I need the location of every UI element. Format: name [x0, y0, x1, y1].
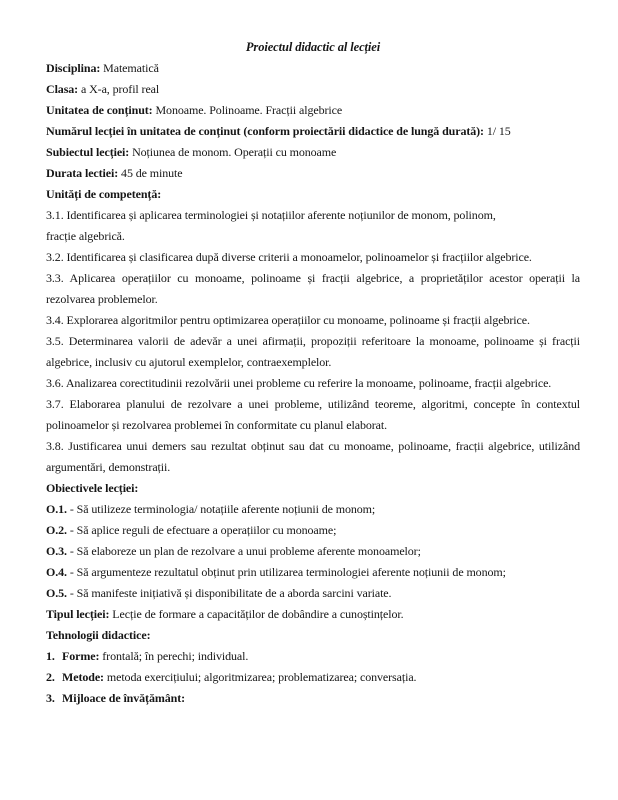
page-title: Proiectul didactic al lecției	[245, 40, 381, 54]
competence-item-3-8	[46, 436, 580, 478]
competence-item-3-4	[46, 310, 580, 331]
section-heading: Tehnologii didactice:	[46, 628, 151, 642]
field-label: Disciplina:	[46, 61, 101, 75]
field-value: Matematică	[103, 61, 159, 75]
field-label: Numărul lecției în unitatea de conținut (conform proiectării didactice de lungă durată):	[46, 124, 484, 138]
objective-item-o5	[46, 583, 580, 604]
objective-text: - Să manifeste inițiativă și disponibilitate de a aborda sarcini variate.	[69, 586, 392, 600]
competence-item-3-6	[46, 373, 580, 394]
competence-item-3-5	[46, 331, 580, 373]
competence-text: 3.7. Elaborarea planului de rezolvare a unei probleme, utilizând teoreme, algoritmi, concepte în contextul polinoamelor și rezolvarea problemei în conformitate cu planul elaborat.	[46, 397, 580, 432]
objective-item-o2	[46, 520, 580, 541]
list-number: 2.	[46, 670, 55, 684]
competence-text: 3.5. Determinarea valorii de adevăr a unei afirmații, propoziții referitoare la monoame, polinoame și fracții algebrice, inclusiv cu ajutorul exemplelor, contraexemplelor.	[46, 334, 580, 369]
obiective-heading	[46, 478, 580, 499]
tech-label: Forme:	[62, 649, 100, 663]
list-number: 1.	[46, 649, 55, 663]
objective-item-o4	[46, 562, 580, 583]
field-label: Subiectul lecției:	[46, 145, 130, 159]
field-value: Lecție de formare a capacităților de dobândire a cunoștințelor.	[112, 607, 404, 621]
objective-label: O.4.	[46, 565, 67, 579]
field-clasa	[46, 79, 580, 100]
competence-text: fracție algebrică.	[46, 229, 125, 243]
field-label: Clasa:	[46, 82, 79, 96]
competence-text: 3.1. Identificarea și aplicarea terminologiei și notațiilor aferente noțiunilor de monom, polinom,	[46, 208, 496, 222]
competence-text: 3.6. Analizarea corectitudinii rezolvării unei probleme cu referire la monoame, polinoame, fracții algebrice.	[46, 376, 552, 390]
field-subiectul-lectiei	[46, 142, 580, 163]
objective-item-o3	[46, 541, 580, 562]
field-label: Tipul lecției:	[46, 607, 110, 621]
field-label: Unitatea de conținut:	[46, 103, 153, 117]
section-heading: Unități de competență:	[46, 187, 162, 201]
field-numarul-lectiei	[46, 121, 580, 142]
field-unitatea-de-continut	[46, 100, 580, 121]
field-label: Durata lectiei:	[46, 166, 119, 180]
tech-value: metoda exercițiului; algoritmizarea; problematizarea; conversația.	[106, 670, 417, 684]
competence-text: 3.3. Aplicarea operațiilor cu monoame, polinoame și fracții algebrice, a proprietăților acestor operații la rezolvarea problemelor.	[46, 271, 580, 306]
field-value: Noțiunea de monom. Operații cu monoame	[132, 145, 337, 159]
field-tipul-lectiei	[46, 604, 580, 625]
objective-text: - Să utilizeze terminologia/ notațiile aferente noțiunii de monom;	[69, 502, 376, 516]
objective-item-o1	[46, 499, 580, 520]
field-disciplina	[46, 58, 580, 79]
objective-text: - Să aplice reguli de efectuare a operațiilor cu monoame;	[69, 523, 337, 537]
objective-text: - Să elaboreze un plan de rezolvare a unui probleme aferente monoamelor;	[69, 544, 421, 558]
section-heading: Obiectivele lecției:	[46, 481, 139, 495]
tech-label: Mijloace de învățământ:	[62, 691, 186, 705]
field-value: Monoame. Polinoame. Fracții algebrice	[155, 103, 343, 117]
competence-item-3-1	[46, 205, 580, 247]
competence-text: 3.4. Explorarea algoritmilor pentru optimizarea operațiilor cu monoame, polinoame și fracții algebrice.	[46, 313, 530, 327]
objective-label: O.1.	[46, 502, 67, 516]
field-durata-lectiei	[46, 163, 580, 184]
tech-item-metode	[46, 667, 580, 688]
competence-text: 3.8. Justificarea unui demers sau rezultat obținut sau dat cu monoame, polinoame, fracții algebrice, utilizând argumentări, demonstrații.	[46, 439, 580, 474]
objective-label: O.3.	[46, 544, 67, 558]
tech-label: Metode:	[62, 670, 104, 684]
field-value: 1/ 15	[486, 124, 511, 138]
tech-item-mijloace	[46, 688, 580, 709]
competente-heading	[46, 184, 580, 205]
tech-value: frontală; în perechi; individual.	[102, 649, 249, 663]
competence-text: 3.2. Identificarea și clasificarea după diverse criterii a monoamelor, polinoamelor și fracțiilor algebrice.	[46, 250, 532, 264]
objective-text: - Să argumenteze rezultatul obținut prin utilizarea terminologiei aferente noțiunii de monom;	[69, 565, 506, 579]
field-value: 45 de minute	[121, 166, 183, 180]
objective-label: O.2.	[46, 523, 67, 537]
competence-item-3-2	[46, 247, 580, 268]
tech-item-forme	[46, 646, 580, 667]
field-value: a X-a, profil real	[80, 82, 160, 96]
competence-item-3-7	[46, 394, 580, 436]
objective-label: O.5.	[46, 586, 67, 600]
competence-item-3-3	[46, 268, 580, 310]
list-number: 3.	[46, 691, 55, 705]
tehnologii-heading	[46, 625, 580, 646]
